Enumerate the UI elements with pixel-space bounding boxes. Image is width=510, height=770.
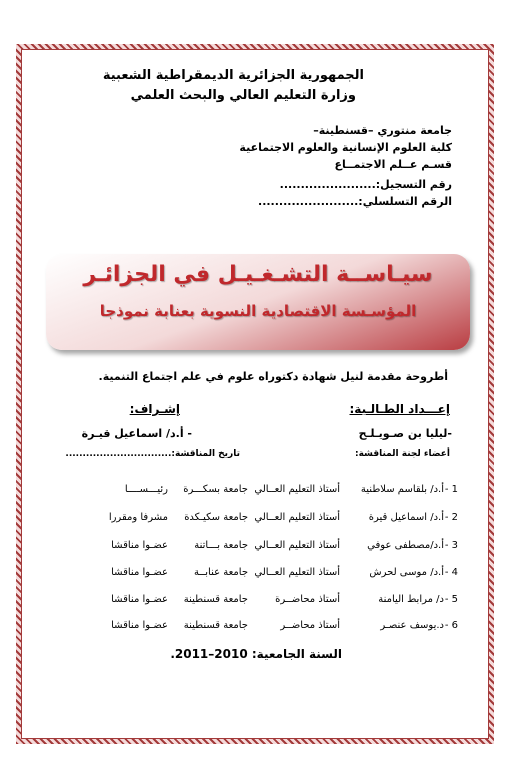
academic-year: السنة الجامعية: 2010–2011.	[170, 647, 342, 661]
department-name: قسـم عــلم الاجتمــاع	[334, 158, 452, 171]
registration-number: رقم التسجيل:.......................	[279, 178, 452, 191]
member-university: جامعة قسنطينة	[183, 620, 248, 631]
committee-row	[58, 540, 458, 556]
member-university: جامعة بسكـــرة	[183, 484, 248, 495]
member-number: 3 -	[444, 540, 458, 551]
student-name: -ليليا بن صـويـلـح	[358, 427, 452, 440]
republic-heading: الجمهورية الجزائرية الديمقراطية الشعبية	[102, 68, 364, 83]
faculty-name: كلية العلوم الإنسانية والعلوم الاجتماعية	[239, 141, 452, 154]
thesis-subtitle: المؤسـسة الاقتصادية النسوية بعنابة نموذجا	[99, 302, 417, 320]
member-name: أ.د/ موسى لحرش	[369, 567, 444, 578]
member-role: عضـوا مناقشا	[111, 567, 168, 578]
member-rank: أستاذ التعليم العــالي	[254, 567, 340, 578]
member-university: جامعة قسنطينة	[183, 594, 248, 605]
thesis-note: أطروحة مقدمة لنيل شهادة دكتوراه علوم في علم اجتماع التنمية.	[98, 370, 448, 383]
member-number: 2 -	[444, 512, 458, 523]
member-rank: أستاذ محاضــر	[280, 620, 340, 631]
member-university: جامعة عنابــة	[194, 567, 248, 578]
member-number: 5 -	[444, 594, 458, 605]
supervisor-name: - أ.د/ اسماعيل قيـرة	[81, 427, 192, 440]
member-name: د.يوسف عنصـر	[380, 620, 444, 631]
committee-row	[58, 567, 458, 583]
serial-number: الرقم التسلسلي:........................	[258, 195, 452, 208]
member-number: 6 -	[444, 620, 458, 631]
member-name: أ.د/مصطفى عوفي	[367, 540, 444, 551]
member-name: د/ مرابط اليامنة	[378, 594, 444, 605]
defense-date-label: تاريخ المناقشة:...............................	[65, 449, 240, 459]
member-rank: أستاذ التعليم العــالي	[254, 540, 340, 551]
prepared-by-label: إعـــداد الطـالـبة:	[349, 402, 450, 416]
committee-label: أعضاء لجنة المناقشة:	[354, 449, 450, 459]
member-university: جامعة بـــاتنة	[194, 540, 248, 551]
member-rank: أستاذ التعليم العــالي	[254, 484, 340, 495]
member-role: عضـوا مناقشا	[111, 594, 168, 605]
member-role: مشرفا ومقررا	[108, 512, 168, 523]
member-number: 1 -	[444, 484, 458, 495]
committee-row	[58, 594, 458, 610]
university-name: جامعة منتوري –قسنطينة–	[313, 124, 452, 137]
member-number: 4 -	[444, 567, 458, 578]
member-rank: أستاذ التعليم العــالي	[254, 512, 340, 523]
committee-row	[58, 484, 458, 500]
member-name: أ.د/ اسماعيل قيرة	[368, 512, 444, 523]
thesis-title: سيـاســة التشـغـيـل في الجزائـر	[83, 262, 433, 287]
committee-row	[58, 620, 458, 636]
member-role: عضـوا مناقشا	[111, 540, 168, 551]
committee-row	[58, 512, 458, 528]
member-role: رئيـــســــا	[124, 484, 168, 495]
ministry-heading: وزارة التعليم العالي والبحث العلمي	[130, 88, 356, 103]
member-name: أ.د/ بلقاسم سلاطنية	[360, 484, 444, 495]
member-role: عضـوا مناقشا	[111, 620, 168, 631]
supervision-label: إشـراف:	[129, 402, 180, 416]
member-rank: أستاذ محاضــرة	[275, 594, 340, 605]
member-university: جامعة سكيـكدة	[184, 512, 248, 523]
